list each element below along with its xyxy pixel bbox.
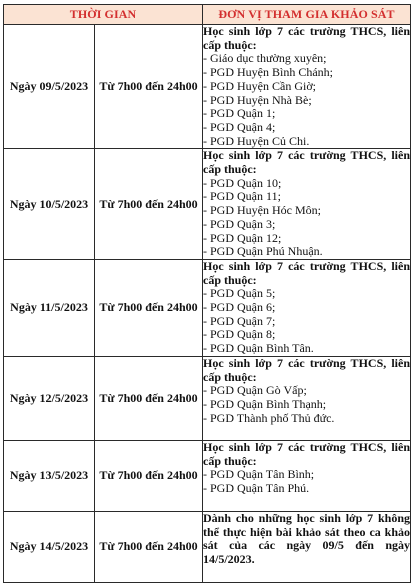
row-date: Ngày 09/5/2023 <box>4 25 95 149</box>
header-row <box>4 5 411 25</box>
list-item: - PGD Quận 1; <box>203 106 276 121</box>
list-item: - PGD Quận Gò Vấp; <box>203 383 307 398</box>
list-item: - PGD Quận 12; <box>203 230 282 245</box>
list-item: - PGD Huyện Củ Chi. <box>203 133 310 148</box>
row-time: Từ 7h00 đến 24h00 <box>95 511 203 582</box>
list-item: - PGD Quận 3; <box>203 216 276 231</box>
row-date: Ngày 12/5/2023 <box>4 356 95 440</box>
row-heading: Học sinh lớp 7 các trường THCS, liên cấp thuộc: <box>203 148 411 177</box>
list-item: - PGD Quận Bình Thạnh; <box>203 397 327 412</box>
unit-list <box>203 287 410 356</box>
list-item: - PGD Quận 10; <box>203 175 282 190</box>
list-item: - PGD Huyện Nhà Bè; <box>203 92 312 107</box>
row-time: Từ 7h00 đến 24h00 <box>95 356 203 440</box>
survey-schedule-table <box>3 4 411 583</box>
list-item: - PGD Quận 7; <box>203 313 276 328</box>
row-date: Ngày 11/5/2023 <box>4 259 95 356</box>
table-row <box>4 511 411 582</box>
row-time: Từ 7h00 đến 24h00 <box>95 259 203 356</box>
row-heading: Học sinh lớp 7 các trường THCS, liên cấp thuộc: <box>203 258 411 287</box>
table-row <box>4 25 411 149</box>
list-item: - PGD Quận 5; <box>203 286 276 301</box>
document-page <box>3 4 410 583</box>
unit-list <box>203 177 410 259</box>
table-row <box>4 149 411 260</box>
header-units: ĐƠN VỊ THAM GIA KHẢO SÁT <box>203 5 411 25</box>
unit-list <box>203 384 410 425</box>
list-item: - PGD Huyện Bình Chánh; <box>203 65 334 80</box>
list-item: - PGD Quận Bình Tân. <box>203 341 314 356</box>
row-units <box>203 25 411 149</box>
table-row <box>4 440 411 511</box>
list-item: - PGD Quận 6; <box>203 300 276 315</box>
table-row <box>4 356 411 440</box>
row-time: Từ 7h00 đến 24h00 <box>95 25 203 149</box>
list-item: - PGD Quận Tân Phú. <box>203 481 310 496</box>
list-item: - PGD Quận Tân Bình; <box>203 467 315 482</box>
row-date: Ngày 14/5/2023 <box>4 511 95 582</box>
list-item: - PGD Quận 4; <box>203 119 276 134</box>
row-units <box>203 511 411 582</box>
row-heading: Học sinh lớp 7 các trường THCS, liên cấp thuộc: <box>203 439 411 468</box>
list-item: - PGD Huyện Cần Giờ; <box>203 78 317 93</box>
list-item: - PGD Quận 11; <box>203 189 281 204</box>
table-row <box>4 259 411 356</box>
unit-list <box>203 468 410 495</box>
header-time: THỜI GIAN <box>4 5 203 25</box>
list-item: - PGD Quận Phú Nhuận. <box>203 244 323 259</box>
list-item: - PGD Thành phố Thủ đức. <box>203 410 335 425</box>
list-item: - Giáo dục thường xuyên; <box>203 51 327 66</box>
row-heading: Học sinh lớp 7 các trường THCS, liên cấp thuộc: <box>203 355 411 384</box>
row-heading: Dành cho những học sinh lớp 7 không thể thực hiện bài khảo sát theo ca khảo sát của các ngày 09/5 đến ngày 14/5/2023. <box>203 510 411 567</box>
row-date: Ngày 13/5/2023 <box>4 440 95 511</box>
row-units <box>203 356 411 440</box>
row-heading: Học sinh lớp 7 các trường THCS, liên cấp thuộc: <box>203 24 411 52</box>
row-time: Từ 7h00 đến 24h00 <box>95 440 203 511</box>
row-units <box>203 259 411 356</box>
list-item: - PGD Quận 8; <box>203 327 276 342</box>
row-units <box>203 149 411 260</box>
row-units <box>203 440 411 511</box>
list-item: - PGD Huyện Hóc Môn; <box>203 203 322 218</box>
row-date: Ngày 10/5/2023 <box>4 149 95 260</box>
unit-list <box>203 52 410 148</box>
row-time: Từ 7h00 đến 24h00 <box>95 149 203 260</box>
